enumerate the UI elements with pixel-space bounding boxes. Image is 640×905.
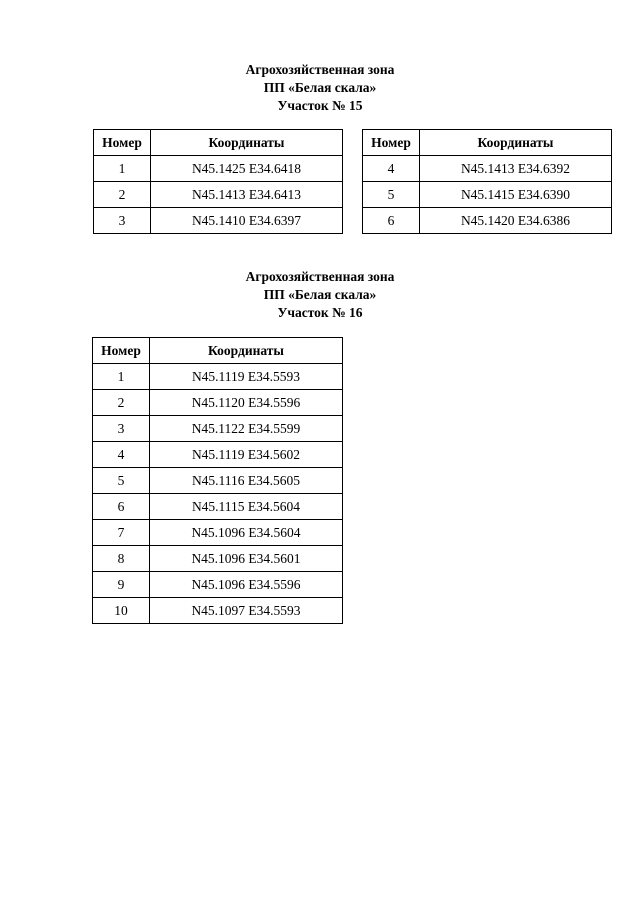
site-name: ПП «Белая скала» — [263, 80, 377, 95]
coordinates-column-header: Координаты — [151, 130, 343, 156]
table-row — [93, 364, 343, 390]
table-row — [94, 182, 343, 208]
row-coordinates: N45.1413 E34.6413 — [151, 182, 343, 208]
row-coordinates: N45.1116 E34.5605 — [150, 468, 343, 494]
row-coordinates: N45.1115 E34.5604 — [150, 494, 343, 520]
table-row — [93, 494, 343, 520]
section-16-table — [92, 337, 343, 624]
table-row — [93, 390, 343, 416]
plot-number: Участок № 15 — [277, 98, 363, 113]
plot-number: Участок № 16 — [277, 305, 363, 320]
row-number: 7 — [93, 520, 150, 546]
row-number: 4 — [363, 156, 420, 182]
row-number: 1 — [94, 156, 151, 182]
number-column-header: Номер — [93, 338, 150, 364]
zone-title: Агрохозяйственная зона — [245, 269, 395, 284]
row-coordinates: N45.1097 E34.5593 — [150, 598, 343, 624]
table-header-row — [363, 130, 612, 156]
section-15-heading — [0, 61, 640, 115]
table-row — [93, 598, 343, 624]
row-coordinates: N45.1122 E34.5599 — [150, 416, 343, 442]
row-coordinates: N45.1120 E34.5596 — [150, 390, 343, 416]
site-name: ПП «Белая скала» — [263, 287, 377, 302]
row-number: 6 — [93, 494, 150, 520]
row-number: 5 — [363, 182, 420, 208]
row-coordinates: N45.1096 E34.5604 — [150, 520, 343, 546]
table-header-row — [93, 338, 343, 364]
table-header-row — [94, 130, 343, 156]
row-number: 10 — [93, 598, 150, 624]
row-number: 2 — [94, 182, 151, 208]
row-number: 2 — [93, 390, 150, 416]
row-number: 4 — [93, 442, 150, 468]
row-number: 3 — [93, 416, 150, 442]
section-16-heading — [0, 268, 640, 322]
row-number: 9 — [93, 572, 150, 598]
table-row — [93, 468, 343, 494]
row-coordinates: N45.1420 E34.6386 — [420, 208, 612, 234]
table-row — [93, 416, 343, 442]
coordinates-column-header: Координаты — [420, 130, 612, 156]
table-row — [363, 182, 612, 208]
row-coordinates: N45.1413 E34.6392 — [420, 156, 612, 182]
row-coordinates: N45.1096 E34.5601 — [150, 546, 343, 572]
row-number: 6 — [363, 208, 420, 234]
table-row — [93, 520, 343, 546]
row-number: 1 — [93, 364, 150, 390]
number-column-header: Номер — [94, 130, 151, 156]
row-coordinates: N45.1410 E34.6397 — [151, 208, 343, 234]
row-number: 5 — [93, 468, 150, 494]
section-15-table-right — [362, 129, 612, 234]
row-coordinates: N45.1119 E34.5602 — [150, 442, 343, 468]
row-coordinates: N45.1119 E34.5593 — [150, 364, 343, 390]
section-15-table-left — [93, 129, 343, 234]
table-row — [93, 572, 343, 598]
number-column-header: Номер — [363, 130, 420, 156]
row-coordinates: N45.1415 E34.6390 — [420, 182, 612, 208]
row-coordinates: N45.1096 E34.5596 — [150, 572, 343, 598]
table-row — [363, 208, 612, 234]
table-row — [93, 442, 343, 468]
row-number: 3 — [94, 208, 151, 234]
table-row — [94, 208, 343, 234]
coordinates-column-header: Координаты — [150, 338, 343, 364]
row-coordinates: N45.1425 E34.6418 — [151, 156, 343, 182]
row-number: 8 — [93, 546, 150, 572]
table-row — [363, 156, 612, 182]
zone-title: Агрохозяйственная зона — [245, 62, 395, 77]
table-row — [93, 546, 343, 572]
table-row — [94, 156, 343, 182]
